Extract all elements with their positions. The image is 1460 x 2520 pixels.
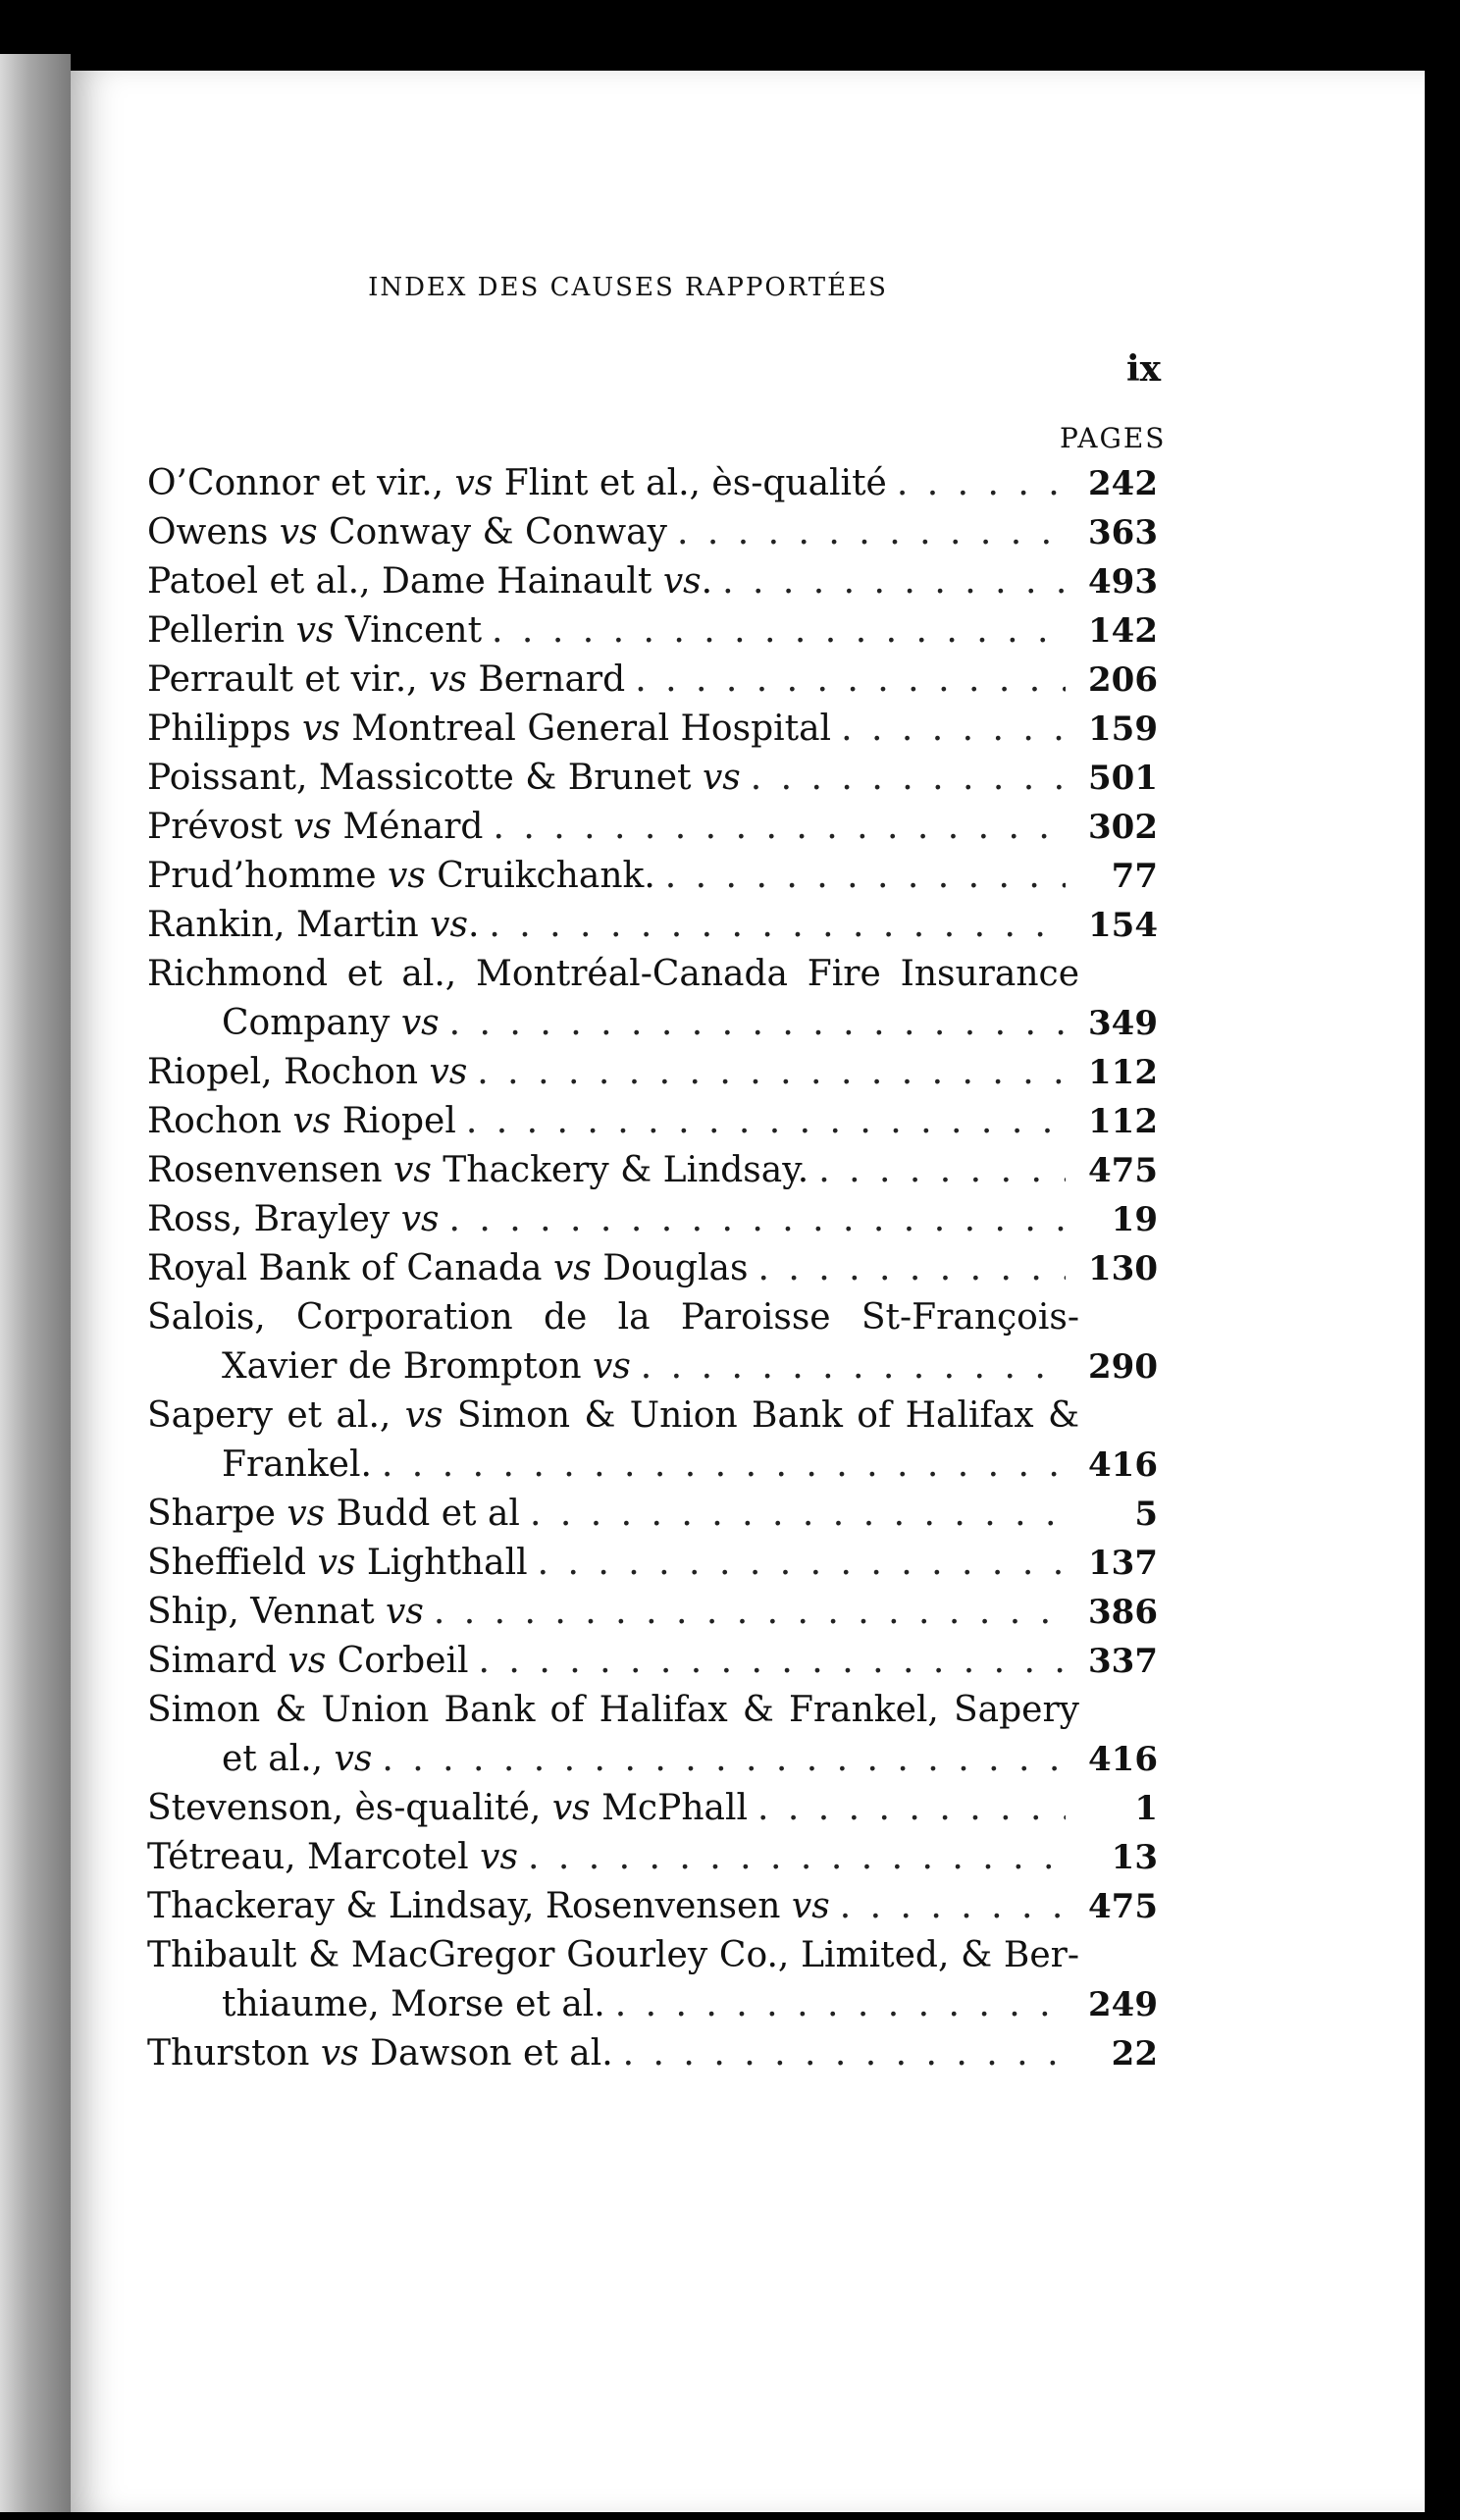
- dot-leader: [635, 656, 1066, 705]
- entry-line2-row: [147, 999, 1079, 1048]
- dot-leader: [840, 1882, 1066, 1931]
- entry-title: Poissant, Massicotte & Brunet vs: [147, 758, 741, 798]
- index-entry: [147, 606, 1158, 656]
- entry-title: Royal Bank of Canada vs Douglas: [147, 1248, 749, 1288]
- entry-title: O’Connor et vir., vs Flint et al., ès-qualité: [147, 463, 887, 503]
- index-entry: [147, 1146, 1158, 1195]
- index-entry: [147, 754, 1158, 803]
- dot-leader: [665, 852, 1066, 901]
- versus-connector: vs: [292, 1101, 332, 1141]
- entry-title: Ship, Vennat vs: [147, 1592, 424, 1632]
- entry-title: Stevenson, ès-qualité, vs McPhall: [147, 1788, 748, 1828]
- entry-page: 501: [1088, 759, 1158, 798]
- entry-page: 77: [1111, 857, 1158, 896]
- dot-leader: [677, 508, 1066, 557]
- index-entry: [147, 852, 1158, 901]
- entry-page: 206: [1088, 660, 1158, 700]
- dot-leader: [757, 1784, 1066, 1833]
- index-list: [147, 459, 1158, 2078]
- entry-page: 386: [1088, 1593, 1158, 1632]
- dot-leader: [489, 901, 1066, 950]
- versus-connector: vs: [287, 1494, 326, 1534]
- entry-text-block: [147, 1391, 1079, 1490]
- dot-leader: [434, 1588, 1066, 1637]
- entry-title-line2: thiaume, Morse et al.: [222, 1984, 605, 2024]
- entry-title: Sheffield vs Lighthall: [147, 1543, 528, 1583]
- pages-column-label: PAGES: [1060, 422, 1167, 454]
- index-entry: [147, 1833, 1158, 1882]
- entry-page: 416: [1088, 1445, 1158, 1485]
- entry-title: Thurston vs Dawson et al.: [147, 2033, 613, 2074]
- versus-connector: vs: [400, 1003, 440, 1043]
- entry-title: Philipps vs Montreal General Hospital: [147, 709, 832, 749]
- entry-text-block: [147, 1931, 1079, 2029]
- entry-page: 1: [1134, 1789, 1158, 1828]
- dot-leader: [615, 1980, 1066, 2029]
- entry-page: 242: [1088, 464, 1158, 503]
- dot-leader: [530, 1490, 1066, 1539]
- entry-title-line1: Salois, Corporation de la Paroisse St-François-: [147, 1297, 1079, 1338]
- entry-page: 302: [1088, 808, 1158, 847]
- entry-text-block: [147, 1293, 1079, 1391]
- dot-leader: [493, 803, 1066, 852]
- entry-title-line2: Xavier de Brompton vs: [222, 1346, 631, 1387]
- entry-text-block: [147, 1686, 1079, 1784]
- dot-leader: [477, 1048, 1066, 1097]
- entry-page: 5: [1134, 1495, 1158, 1534]
- index-entry: [147, 1588, 1158, 1637]
- versus-connector: vs: [400, 1199, 440, 1239]
- dot-leader: [382, 1735, 1066, 1784]
- entry-title-line1: Thibault & MacGregor Gourley Co., Limited, & Ber-: [147, 1935, 1079, 1975]
- entry-title: Prévost vs Ménard: [147, 807, 484, 847]
- entry-title: Riopel, Rochon vs: [147, 1052, 468, 1092]
- book-spine-shadow: [0, 54, 71, 2512]
- entry-page: 249: [1088, 1985, 1158, 2024]
- index-entry: [147, 508, 1158, 557]
- index-entry: [147, 1931, 1158, 2029]
- entry-page: 112: [1088, 1102, 1158, 1141]
- dot-leader: [751, 754, 1066, 803]
- page-folio: ix: [1126, 348, 1162, 390]
- index-entry: [147, 557, 1158, 606]
- entry-page: 13: [1111, 1838, 1158, 1877]
- entry-page: 19: [1111, 1200, 1158, 1239]
- dot-leader: [757, 1244, 1066, 1293]
- dot-leader: [841, 705, 1066, 754]
- entry-title: Sharpe vs Budd et al: [147, 1494, 520, 1534]
- dot-leader: [897, 459, 1066, 508]
- dot-leader: [623, 2029, 1066, 2078]
- versus-connector: vs: [320, 2033, 359, 2074]
- index-entry: [147, 459, 1158, 508]
- index-entry: [147, 1882, 1158, 1931]
- entry-page: 290: [1088, 1347, 1158, 1387]
- versus-connector: vs: [429, 659, 467, 700]
- dot-leader: [818, 1146, 1066, 1195]
- entry-title: Rosenvensen vs Thackery & Lindsay.: [147, 1150, 809, 1190]
- entry-title: Pellerin vs Vincent: [147, 610, 483, 651]
- versus-connector: vs: [430, 905, 468, 945]
- entry-line2-row: [147, 1980, 1079, 2029]
- index-entry: [147, 950, 1158, 1048]
- entry-text-block: [147, 950, 1079, 1048]
- entry-line2-row: [147, 1441, 1079, 1490]
- index-entry: [147, 1490, 1158, 1539]
- entry-page: 137: [1088, 1544, 1158, 1583]
- running-title: INDEX DES CAUSES RAPPORTÉES: [368, 273, 888, 302]
- dot-leader: [641, 1342, 1066, 1391]
- entry-page: 130: [1088, 1249, 1158, 1288]
- index-entry: [147, 1539, 1158, 1588]
- entry-page: 112: [1088, 1053, 1158, 1092]
- index-entry: [147, 656, 1158, 705]
- versus-connector: vs: [295, 610, 335, 651]
- entry-title: Patoel et al., Dame Hainault vs.: [147, 561, 713, 602]
- dot-leader: [449, 1195, 1067, 1244]
- dot-leader: [449, 999, 1066, 1048]
- entry-title: Rochon vs Riopel: [147, 1101, 456, 1141]
- index-entry: [147, 1637, 1158, 1686]
- versus-connector: vs: [454, 463, 494, 503]
- entry-page: 475: [1088, 1887, 1158, 1926]
- index-entry: [147, 803, 1158, 852]
- index-entry: [147, 1784, 1158, 1833]
- entry-page: 349: [1088, 1004, 1158, 1043]
- index-entry: [147, 705, 1158, 754]
- entry-page: 159: [1088, 709, 1158, 749]
- entry-page: 337: [1088, 1642, 1158, 1681]
- versus-connector: vs: [317, 1543, 356, 1583]
- index-entry: [147, 1686, 1158, 1784]
- index-entry: [147, 1097, 1158, 1146]
- versus-connector: vs: [592, 1346, 631, 1387]
- entry-page: 416: [1088, 1740, 1158, 1779]
- versus-connector: vs: [552, 1248, 592, 1288]
- entry-title-line1: Richmond et al., Montréal-Canada Fire Insurance: [147, 954, 1079, 994]
- entry-line2-row: [147, 1735, 1079, 1784]
- entry-title: Owens vs Conway & Conway: [147, 512, 667, 552]
- entry-page: 493: [1088, 562, 1158, 602]
- versus-connector: vs: [429, 1052, 468, 1092]
- versus-connector: vs: [392, 1150, 432, 1190]
- index-entry: [147, 1244, 1158, 1293]
- entry-title: Prud’homme vs Cruikchank.: [147, 856, 655, 896]
- dot-leader: [492, 606, 1066, 656]
- entry-title: Perrault et vir., vs Bernard: [147, 659, 626, 700]
- dot-leader: [528, 1833, 1066, 1882]
- versus-connector: vs: [386, 1592, 424, 1632]
- dot-leader: [479, 1637, 1066, 1686]
- dot-leader: [538, 1539, 1066, 1588]
- entry-page: 475: [1088, 1151, 1158, 1190]
- entry-line2-row: [147, 1342, 1079, 1391]
- entry-title: Thackeray & Lindsay, Rosenvensen vs: [147, 1886, 830, 1926]
- versus-connector: vs: [287, 1641, 327, 1681]
- versus-connector: vs: [388, 856, 426, 896]
- entry-page: 154: [1088, 906, 1158, 945]
- entry-title-line2: Frankel.: [222, 1444, 372, 1485]
- versus-connector: vs: [551, 1788, 591, 1828]
- versus-connector: vs: [791, 1886, 830, 1926]
- versus-connector: vs: [404, 1395, 443, 1436]
- dot-leader: [722, 557, 1066, 606]
- index-entry: [147, 901, 1158, 950]
- entry-title: Ross, Brayley vs: [147, 1199, 440, 1239]
- dot-leader: [382, 1441, 1066, 1490]
- entry-title-line2: Company vs: [222, 1003, 440, 1043]
- entry-title: Rankin, Martin vs.: [147, 905, 480, 945]
- index-entry: [147, 1391, 1158, 1490]
- versus-connector: vs: [301, 709, 340, 749]
- versus-connector: vs: [334, 1739, 373, 1779]
- dot-leader: [466, 1097, 1066, 1146]
- entry-page: 142: [1088, 611, 1158, 651]
- entry-title-line2: et al., vs: [222, 1739, 373, 1779]
- entry-page: 22: [1111, 2034, 1158, 2074]
- versus-connector: vs: [480, 1837, 518, 1877]
- versus-connector: vs: [279, 512, 318, 552]
- entry-title-line1: Sapery et al., vs Simon & Union Bank of Halifax &: [147, 1395, 1079, 1436]
- versus-connector: vs: [662, 561, 702, 602]
- index-entry: [147, 1293, 1158, 1391]
- index-entry: [147, 1048, 1158, 1097]
- index-entry: [147, 2029, 1158, 2078]
- versus-connector: vs: [702, 758, 741, 798]
- versus-connector: vs: [293, 807, 332, 847]
- index-entry: [147, 1195, 1158, 1244]
- entry-page: 363: [1088, 513, 1158, 552]
- entry-title: Simard vs Corbeil: [147, 1641, 469, 1681]
- entry-title-line1: Simon & Union Bank of Halifax & Frankel, Sapery: [147, 1690, 1079, 1730]
- entry-title: Tétreau, Marcotel vs: [147, 1837, 518, 1877]
